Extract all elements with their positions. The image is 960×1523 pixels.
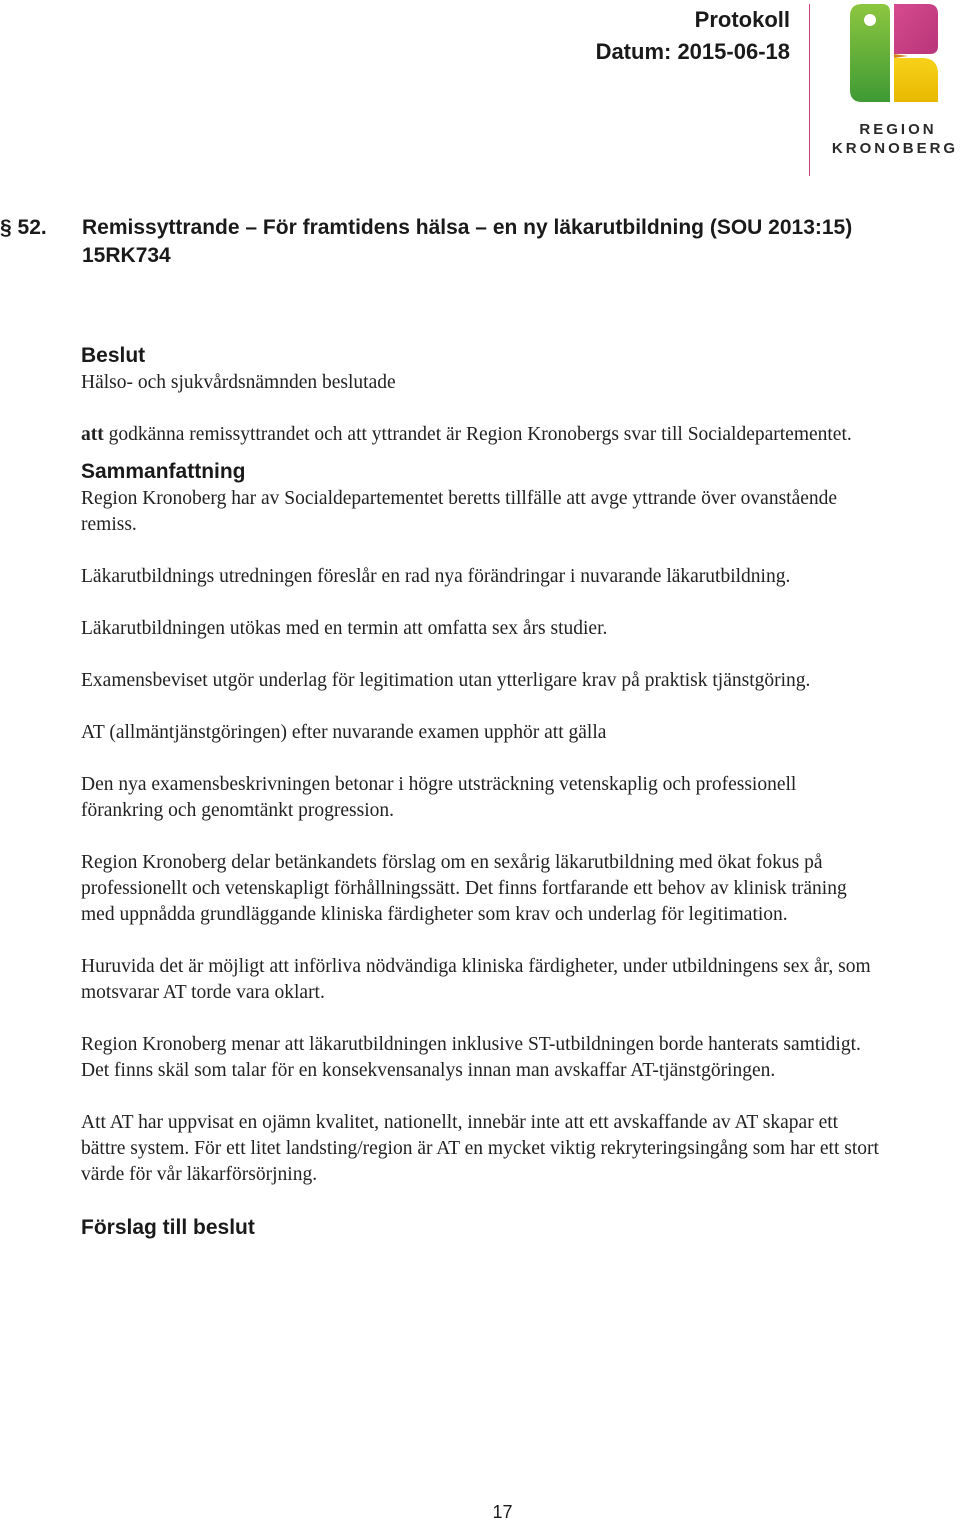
paragraph-number: § 52. <box>0 216 47 239</box>
section-title: Remissyttrande – För framtidens hälsa – en ny läkarutbildning (SOU 2013:15) 15RK734 <box>82 216 853 267</box>
page-number: 17 <box>492 1502 513 1522</box>
summary-paragraph: Region Kronoberg delar betänkandets förslag om en sexårig läkarutbildning med ökat fokus på professionellt och vetenskapligt förhållningssätt. Det finns fortfarande ett behov av klinisk träning med uppnådda grundläggande kliniska färdigheter som krav och underlag för legitimation. <box>81 852 847 925</box>
summary-paragraph: Region Kronoberg menar att läkarutbildningen inklusive ST-utbildningen borde hanterats samtidigt. Det finns skäl som talar för en konsekvensanalys innan man avskaffar AT-tjänstgöringen. <box>81 1034 861 1081</box>
logo-text-kronoberg: KRONOBERG <box>831 140 959 157</box>
sammanfattning-heading: Sammanfattning <box>81 460 246 483</box>
document-header <box>596 4 790 68</box>
summary-paragraph: AT (allmäntjänstgöringen) efter nuvarande examen upphör att gälla <box>81 722 607 743</box>
beslut-heading: Beslut <box>81 344 146 367</box>
forslag-heading: Förslag till beslut <box>81 1216 255 1239</box>
logo-text-region: REGION <box>859 121 937 138</box>
summary-paragraph: Region Kronoberg har av Socialdepartementet beretts tillfälle att avge yttrande över ovanstående remiss. <box>81 488 838 535</box>
beslut-intro: Hälso- och sjukvårdsnämnden beslutade <box>81 372 396 393</box>
document-type: Protokoll <box>694 7 790 32</box>
region-kronoberg-logo <box>830 2 960 162</box>
summary-paragraph: Läkarutbildnings utredningen föreslår en rad nya förändringar i nuvarande läkarutbildning. <box>81 566 791 587</box>
beslut-decision <box>81 422 881 448</box>
summary-paragraph: Att AT har uppvisat en ojämn kvalitet, nationellt, innebär inte att ett avskaffande av AT skapar ett bättre system. För ett litet landsting/region är AT en mycket viktig rekryteringsingång som har ett stort värde för vår läkarförsörjning. <box>81 1112 879 1185</box>
summary-paragraph: Huruvida det är möjligt att införliva nödvändiga kliniska färdigheter, under utbildningens sex år, som motsvarar AT torde vara oklart. <box>81 956 871 1003</box>
header-divider <box>809 4 810 176</box>
summary-paragraph: Läkarutbildningen utökas med en termin att omfatta sex års studier. <box>81 618 608 639</box>
beslut-decision-text: godkänna remissyttrandet och att yttrandet är Region Kronobergs svar till Socialdepartementet. <box>103 424 852 445</box>
document-date: Datum: 2015-06-18 <box>595 39 790 64</box>
summary-paragraph: Examensbeviset utgör underlag för legitimation utan ytterligare krav på praktisk tjänstgöring. <box>81 670 811 691</box>
summary-paragraph: Den nya examensbeskrivningen betonar i högre utsträckning vetenskaplig och professionell förankring och genomtänkt progression. <box>81 774 797 821</box>
att-keyword: att <box>81 424 104 445</box>
document-body <box>81 342 881 1242</box>
logo-mark-icon <box>848 2 940 106</box>
